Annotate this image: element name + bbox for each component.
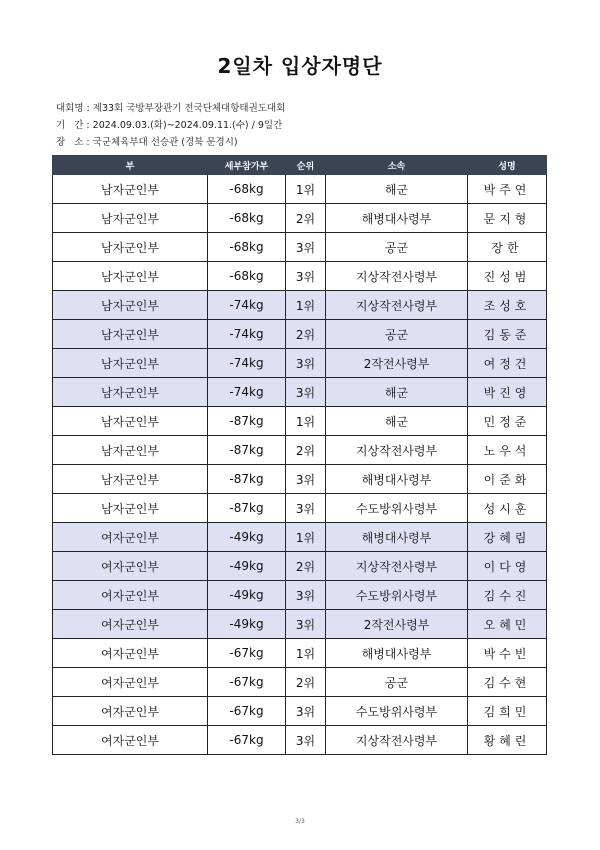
cell-rank: 3위 <box>286 697 326 726</box>
cell-unit: 해병대사령부 <box>326 465 468 494</box>
cell-unit: 수도방위사령부 <box>326 494 468 523</box>
cell-unit: 해병대사령부 <box>326 523 468 552</box>
cell-division: 남자군인부 <box>53 436 208 465</box>
cell-division: 여자군인부 <box>53 552 208 581</box>
cell-name: 이준화 <box>468 465 547 494</box>
header-weight-class: 세부참가부 <box>208 156 286 175</box>
cell-division: 여자군인부 <box>53 726 208 755</box>
cell-unit: 지상작전사령부 <box>326 262 468 291</box>
cell-unit: 지상작전사령부 <box>326 726 468 755</box>
cell-name: 조성호 <box>468 291 547 320</box>
cell-division: 남자군인부 <box>53 291 208 320</box>
cell-rank: 3위 <box>286 349 326 378</box>
cell-rank: 2위 <box>286 552 326 581</box>
table-header-row <box>53 156 547 175</box>
table-row <box>53 552 547 581</box>
table-row <box>53 407 547 436</box>
cell-name: 김희민 <box>468 697 547 726</box>
cell-rank: 3위 <box>286 610 326 639</box>
cell-weight-class: -67kg <box>208 697 286 726</box>
cell-unit: 수도방위사령부 <box>326 697 468 726</box>
cell-weight-class: -74kg <box>208 378 286 407</box>
table-row <box>53 175 547 204</box>
cell-weight-class: -68kg <box>208 233 286 262</box>
event-venue-label: 장 소 : <box>56 137 90 148</box>
event-period-value: 2024.09.03.(화)~2024.09.11.(수) / 9일간 <box>92 120 283 131</box>
cell-name: 김동준 <box>468 320 547 349</box>
table-row <box>53 697 547 726</box>
cell-rank: 3위 <box>286 233 326 262</box>
table-row <box>53 291 547 320</box>
cell-name: 박주연 <box>468 175 547 204</box>
cell-rank: 3위 <box>286 262 326 291</box>
cell-division: 여자군인부 <box>53 523 208 552</box>
event-venue-value: 국군체육부대 선승관 (경북 문경시) <box>92 137 238 148</box>
table-row <box>53 436 547 465</box>
cell-division: 남자군인부 <box>53 175 208 204</box>
cell-unit: 공군 <box>326 233 468 262</box>
cell-unit: 해군 <box>326 175 468 204</box>
cell-division: 여자군인부 <box>53 581 208 610</box>
cell-weight-class: -67kg <box>208 639 286 668</box>
cell-name: 민정준 <box>468 407 547 436</box>
cell-weight-class: -49kg <box>208 610 286 639</box>
cell-unit: 지상작전사령부 <box>326 436 468 465</box>
cell-rank: 1위 <box>286 175 326 204</box>
cell-unit: 지상작전사령부 <box>326 291 468 320</box>
cell-rank: 2위 <box>286 436 326 465</box>
table-row <box>53 726 547 755</box>
table-row <box>53 610 547 639</box>
event-venue-row <box>56 134 285 151</box>
cell-weight-class: -49kg <box>208 581 286 610</box>
cell-weight-class: -74kg <box>208 320 286 349</box>
cell-division: 여자군인부 <box>53 697 208 726</box>
cell-name: 김수현 <box>468 668 547 697</box>
cell-division: 남자군인부 <box>53 465 208 494</box>
cell-name: 성시훈 <box>468 494 547 523</box>
table-row <box>53 233 547 262</box>
table-row <box>53 349 547 378</box>
table-row <box>53 320 547 349</box>
table-row <box>53 523 547 552</box>
page-title: 2일차 입상자명단 <box>217 54 383 78</box>
cell-unit: 수도방위사령부 <box>326 581 468 610</box>
cell-division: 여자군인부 <box>53 639 208 668</box>
table-row <box>53 494 547 523</box>
cell-weight-class: -68kg <box>208 204 286 233</box>
winners-table <box>52 155 547 755</box>
cell-division: 남자군인부 <box>53 262 208 291</box>
table-row <box>53 668 547 697</box>
cell-unit: 공군 <box>326 668 468 697</box>
cell-name: 황혜린 <box>468 726 547 755</box>
cell-unit: 지상작전사령부 <box>326 552 468 581</box>
cell-weight-class: -74kg <box>208 349 286 378</box>
cell-rank: 3위 <box>286 465 326 494</box>
cell-unit: 2작전사령부 <box>326 610 468 639</box>
cell-rank: 2위 <box>286 668 326 697</box>
cell-weight-class: -87kg <box>208 465 286 494</box>
cell-rank: 1위 <box>286 407 326 436</box>
table-row <box>53 465 547 494</box>
cell-division: 남자군인부 <box>53 378 208 407</box>
cell-weight-class: -87kg <box>208 436 286 465</box>
cell-rank: 2위 <box>286 320 326 349</box>
header-division: 부 <box>53 156 208 175</box>
cell-division: 남자군인부 <box>53 407 208 436</box>
cell-division: 남자군인부 <box>53 233 208 262</box>
cell-division: 남자군인부 <box>53 349 208 378</box>
cell-division: 남자군인부 <box>53 320 208 349</box>
cell-rank: 3위 <box>286 726 326 755</box>
cell-unit: 공군 <box>326 320 468 349</box>
cell-weight-class: -68kg <box>208 262 286 291</box>
cell-weight-class: -74kg <box>208 291 286 320</box>
cell-name: 박진영 <box>468 378 547 407</box>
header-unit: 소속 <box>326 156 468 175</box>
event-name-label: 대회명 : <box>56 103 90 114</box>
cell-division: 남자군인부 <box>53 204 208 233</box>
cell-weight-class: -87kg <box>208 494 286 523</box>
table-row <box>53 204 547 233</box>
cell-rank: 1위 <box>286 291 326 320</box>
cell-weight-class: -87kg <box>208 407 286 436</box>
cell-name: 이다영 <box>468 552 547 581</box>
table-row <box>53 262 547 291</box>
cell-rank: 3위 <box>286 378 326 407</box>
cell-division: 남자군인부 <box>53 494 208 523</box>
page-number: 3/3 <box>295 818 305 825</box>
cell-weight-class: -68kg <box>208 175 286 204</box>
event-name-value: 제33회 국방부장관기 전국단체대항태권도대회 <box>92 103 286 114</box>
table-row <box>53 378 547 407</box>
cell-name: 여정건 <box>468 349 547 378</box>
cell-name: 장한 <box>468 233 547 262</box>
cell-name: 진성범 <box>468 262 547 291</box>
header-name: 성명 <box>468 156 547 175</box>
cell-name: 오혜민 <box>468 610 547 639</box>
cell-name: 노우석 <box>468 436 547 465</box>
event-name-row <box>56 100 285 117</box>
event-period-row <box>56 117 285 134</box>
cell-unit: 해병대사령부 <box>326 204 468 233</box>
cell-unit: 해병대사령부 <box>326 639 468 668</box>
cell-weight-class: -67kg <box>208 668 286 697</box>
cell-rank: 3위 <box>286 494 326 523</box>
cell-name: 박수빈 <box>468 639 547 668</box>
cell-name: 김수진 <box>468 581 547 610</box>
cell-weight-class: -67kg <box>208 726 286 755</box>
cell-unit: 2작전사령부 <box>326 349 468 378</box>
cell-division: 여자군인부 <box>53 668 208 697</box>
cell-rank: 2위 <box>286 204 326 233</box>
cell-name: 강혜림 <box>468 523 547 552</box>
cell-weight-class: -49kg <box>208 523 286 552</box>
table-row <box>53 639 547 668</box>
cell-rank: 1위 <box>286 523 326 552</box>
cell-rank: 3위 <box>286 581 326 610</box>
table-row <box>53 581 547 610</box>
header-rank: 순위 <box>286 156 326 175</box>
cell-weight-class: -49kg <box>208 552 286 581</box>
event-period-label: 기 간 : <box>56 120 90 131</box>
cell-unit: 해군 <box>326 407 468 436</box>
cell-unit: 해군 <box>326 378 468 407</box>
cell-name: 문지형 <box>468 204 547 233</box>
cell-rank: 1위 <box>286 639 326 668</box>
cell-division: 여자군인부 <box>53 610 208 639</box>
event-info <box>56 100 285 151</box>
